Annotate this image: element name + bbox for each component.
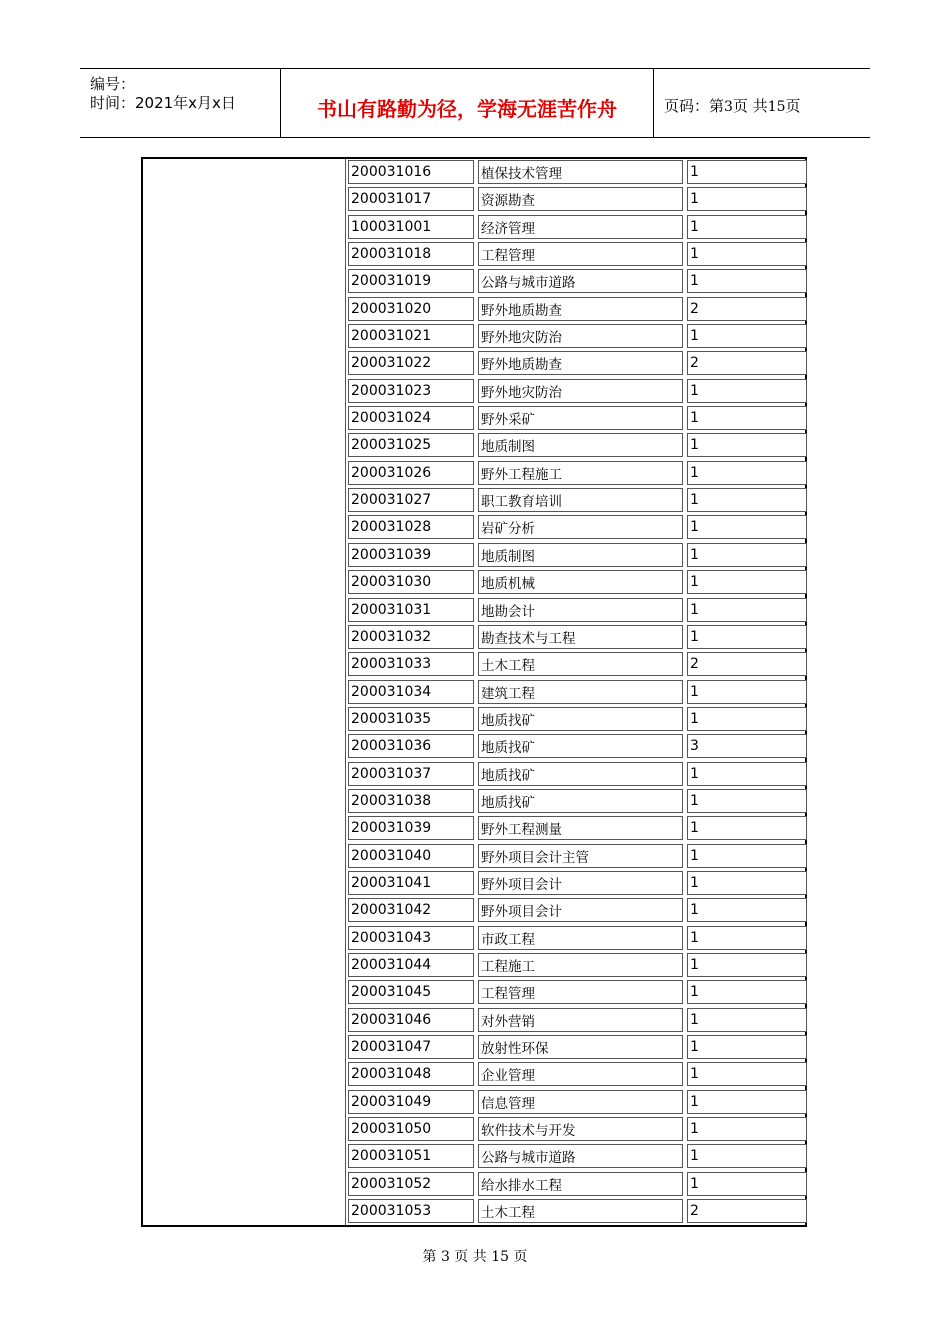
number-label: 编号： bbox=[90, 75, 136, 93]
count-cell: 2 bbox=[687, 351, 807, 375]
code-cell: 200031050 bbox=[348, 1117, 474, 1141]
name-cell: 野外采矿 bbox=[478, 406, 683, 430]
count-cell: 1 bbox=[687, 1117, 807, 1141]
count-cell: 3 bbox=[687, 734, 807, 758]
code-cell: 200031036 bbox=[348, 734, 474, 758]
name-cell: 野外工程施工 bbox=[478, 461, 683, 485]
name-cell: 地质制图 bbox=[478, 433, 683, 457]
count-cell: 2 bbox=[687, 652, 807, 676]
count-cell: 1 bbox=[687, 680, 807, 704]
motto-text: 书山有路勤为径，学海无涯苦作舟 bbox=[317, 97, 617, 121]
count-cell: 1 bbox=[687, 598, 807, 622]
name-cell: 给水排水工程 bbox=[478, 1172, 683, 1196]
page-footer: 第 3 页 共 15 页 bbox=[422, 1249, 528, 1265]
name-cell: 公路与城市道路 bbox=[478, 269, 683, 293]
name-cell: 野外地灾防治 bbox=[478, 379, 683, 403]
count-cell: 1 bbox=[687, 269, 807, 293]
page-prefix: 页码：第 bbox=[664, 97, 725, 115]
count-cell: 1 bbox=[687, 980, 807, 1004]
count-cell: 1 bbox=[687, 898, 807, 922]
code-cell: 200031021 bbox=[348, 324, 474, 348]
code-cell: 200031028 bbox=[348, 515, 474, 539]
count-cell: 1 bbox=[687, 433, 807, 457]
name-cell: 野外项目会计 bbox=[478, 871, 683, 895]
name-cell: 对外营销 bbox=[478, 1008, 683, 1032]
code-cell: 200031027 bbox=[348, 488, 474, 512]
count-cell: 1 bbox=[687, 707, 807, 731]
name-cell: 岩矿分析 bbox=[478, 515, 683, 539]
count-cell: 1 bbox=[687, 789, 807, 813]
name-cell: 地质找矿 bbox=[478, 789, 683, 813]
name-cell: 经济管理 bbox=[478, 215, 683, 239]
name-cell: 工程施工 bbox=[478, 953, 683, 977]
code-cell: 200031023 bbox=[348, 379, 474, 403]
data-table bbox=[141, 157, 807, 1227]
code-cell: 200031049 bbox=[348, 1090, 474, 1114]
page-mid: 页 共 bbox=[732, 97, 768, 115]
name-cell: 野外项目会计主管 bbox=[478, 844, 683, 868]
count-cell: 1 bbox=[687, 488, 807, 512]
count-cell: 1 bbox=[687, 570, 807, 594]
count-cell: 1 bbox=[687, 1062, 807, 1086]
name-cell: 野外地质勘查 bbox=[478, 297, 683, 321]
code-cell: 200031043 bbox=[348, 926, 474, 950]
name-cell: 软件技术与开发 bbox=[478, 1117, 683, 1141]
name-cell: 地质找矿 bbox=[478, 762, 683, 786]
name-cell: 信息管理 bbox=[478, 1090, 683, 1114]
code-cell: 200031031 bbox=[348, 598, 474, 622]
name-cell: 植保技术管理 bbox=[478, 160, 683, 184]
code-cell: 200031025 bbox=[348, 433, 474, 457]
name-cell: 野外地质勘查 bbox=[478, 351, 683, 375]
time-label: 时间：2021年x月x日 bbox=[90, 94, 236, 112]
code-cell: 200031039 bbox=[348, 543, 474, 567]
count-cell: 1 bbox=[687, 1172, 807, 1196]
count-cell: 1 bbox=[687, 1035, 807, 1059]
code-cell: 200031048 bbox=[348, 1062, 474, 1086]
page-header bbox=[80, 68, 870, 138]
code-cell: 200031030 bbox=[348, 570, 474, 594]
code-cell: 200031018 bbox=[348, 242, 474, 266]
code-cell: 200031039 bbox=[348, 816, 474, 840]
count-cell: 2 bbox=[687, 297, 807, 321]
name-cell: 公路与城市道路 bbox=[478, 1144, 683, 1168]
name-cell: 地质制图 bbox=[478, 543, 683, 567]
header-info-cell bbox=[80, 69, 281, 137]
page-indicator bbox=[664, 95, 801, 116]
name-cell: 勘查技术与工程 bbox=[478, 625, 683, 649]
code-cell: 200031047 bbox=[348, 1035, 474, 1059]
code-cell: 200031026 bbox=[348, 461, 474, 485]
code-cell: 200031034 bbox=[348, 680, 474, 704]
count-cell: 1 bbox=[687, 242, 807, 266]
code-cell: 200031032 bbox=[348, 625, 474, 649]
count-cell: 1 bbox=[687, 160, 807, 184]
name-cell: 地质找矿 bbox=[478, 734, 683, 758]
code-cell: 200031022 bbox=[348, 351, 474, 375]
code-cell: 200031033 bbox=[348, 652, 474, 676]
name-cell: 工程管理 bbox=[478, 980, 683, 1004]
count-cell: 1 bbox=[687, 1144, 807, 1168]
code-cell: 200031052 bbox=[348, 1172, 474, 1196]
code-cell: 200031038 bbox=[348, 789, 474, 813]
count-cell: 1 bbox=[687, 379, 807, 403]
code-cell: 200031041 bbox=[348, 871, 474, 895]
code-cell: 200031046 bbox=[348, 1008, 474, 1032]
name-cell: 市政工程 bbox=[478, 926, 683, 950]
page-total: 15 bbox=[767, 99, 786, 115]
count-cell: 1 bbox=[687, 953, 807, 977]
name-cell: 建筑工程 bbox=[478, 680, 683, 704]
code-cell: 200031037 bbox=[348, 762, 474, 786]
code-cell: 200031016 bbox=[348, 160, 474, 184]
code-cell: 200031040 bbox=[348, 844, 474, 868]
merged-empty-cell bbox=[143, 159, 346, 1225]
name-cell: 野外地灾防治 bbox=[478, 324, 683, 348]
name-cell: 职工教育培训 bbox=[478, 488, 683, 512]
count-cell: 1 bbox=[687, 926, 807, 950]
name-cell: 资源勘查 bbox=[478, 187, 683, 211]
code-cell: 200031044 bbox=[348, 953, 474, 977]
code-cell: 200031024 bbox=[348, 406, 474, 430]
code-cell: 200031051 bbox=[348, 1144, 474, 1168]
header-motto-cell bbox=[281, 69, 654, 137]
count-cell: 1 bbox=[687, 625, 807, 649]
count-cell: 1 bbox=[687, 762, 807, 786]
name-cell: 企业管理 bbox=[478, 1062, 683, 1086]
code-cell: 200031017 bbox=[348, 187, 474, 211]
count-cell: 1 bbox=[687, 406, 807, 430]
page-current: 3 bbox=[724, 99, 733, 115]
code-cell: 100031001 bbox=[348, 215, 474, 239]
count-cell: 1 bbox=[687, 515, 807, 539]
name-cell: 野外项目会计 bbox=[478, 898, 683, 922]
count-cell: 1 bbox=[687, 1090, 807, 1114]
count-cell: 1 bbox=[687, 844, 807, 868]
name-cell: 地勘会计 bbox=[478, 598, 683, 622]
count-cell: 1 bbox=[687, 461, 807, 485]
code-cell: 200031042 bbox=[348, 898, 474, 922]
count-cell: 1 bbox=[687, 816, 807, 840]
name-cell: 地质机械 bbox=[478, 570, 683, 594]
code-cell: 200031020 bbox=[348, 297, 474, 321]
code-cell: 200031053 bbox=[348, 1199, 474, 1223]
count-cell: 1 bbox=[687, 1008, 807, 1032]
count-cell: 1 bbox=[687, 543, 807, 567]
count-cell: 1 bbox=[687, 871, 807, 895]
count-cell: 1 bbox=[687, 215, 807, 239]
name-cell: 地质找矿 bbox=[478, 707, 683, 731]
name-cell: 工程管理 bbox=[478, 242, 683, 266]
count-cell: 2 bbox=[687, 1199, 807, 1223]
page-suffix: 页 bbox=[785, 97, 801, 115]
code-cell: 200031019 bbox=[348, 269, 474, 293]
header-page-cell bbox=[654, 69, 870, 137]
code-cell: 200031045 bbox=[348, 980, 474, 1004]
name-cell: 野外工程测量 bbox=[478, 816, 683, 840]
name-cell: 土木工程 bbox=[478, 652, 683, 676]
name-cell: 土木工程 bbox=[478, 1199, 683, 1223]
name-cell: 放射性环保 bbox=[478, 1035, 683, 1059]
code-cell: 200031035 bbox=[348, 707, 474, 731]
count-cell: 1 bbox=[687, 187, 807, 211]
count-cell: 1 bbox=[687, 324, 807, 348]
